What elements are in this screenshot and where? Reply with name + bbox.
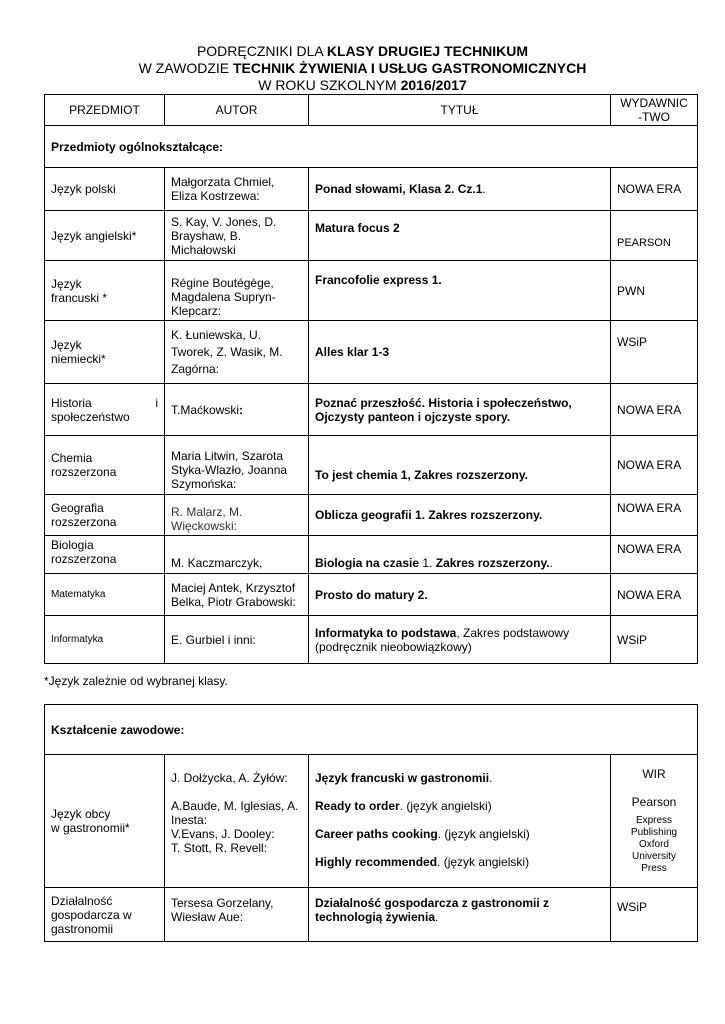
author-line: Maria Litwin, Szarota xyxy=(171,449,284,463)
author-line: R. Malarz, M. xyxy=(171,505,243,519)
title-bold2: Zakres rozszerzony. xyxy=(435,556,550,570)
subject-line: Działalność xyxy=(51,893,113,908)
title-line: Działalność gospodarcza z gastronomii z xyxy=(315,896,550,910)
author-line: Michałowski xyxy=(171,242,236,257)
author-cell: E. Gurbiel i inni: xyxy=(165,616,309,664)
author-line: Szymońska: xyxy=(171,477,237,491)
author-line: Maciej Antek, Krzysztof xyxy=(171,580,296,595)
author-line: Belka, Piotr Grabowski: xyxy=(171,594,296,609)
author-cell xyxy=(165,321,309,384)
title-cell xyxy=(309,168,611,211)
publisher-line: Publishing xyxy=(630,827,678,838)
title-cell xyxy=(309,211,611,261)
title-bold: Prosto do matury 2. xyxy=(315,587,428,602)
author-line: Wiesław Aue: xyxy=(171,910,244,924)
title-tail: . xyxy=(549,556,553,570)
table-row xyxy=(45,536,698,574)
publisher-cell: NOWA ERA xyxy=(611,495,698,536)
table-row xyxy=(45,616,698,664)
col-publisher-line1: WYDAWNIC xyxy=(620,96,688,110)
publisher-cell: NOWA ERA xyxy=(611,384,698,436)
table-row xyxy=(45,261,698,321)
subject-cell xyxy=(45,536,165,574)
author-line: Zagórna: xyxy=(171,361,220,376)
title-line: Poznać przeszłość. Historia i społeczeństwo, xyxy=(315,395,572,410)
publisher-line: Express xyxy=(635,815,673,826)
title-rest: , Klasa 2. Cz.1 xyxy=(402,182,483,196)
col-publisher xyxy=(611,95,698,126)
subject-line: gastronomii xyxy=(51,921,114,936)
subject-cell: Język angielski* xyxy=(45,211,165,261)
publisher-line: Oxford xyxy=(638,839,669,850)
title-bold: Ponad słowami xyxy=(315,182,403,196)
title-rest: . xyxy=(489,771,493,785)
title-cell xyxy=(309,755,611,888)
title-cell xyxy=(309,261,611,321)
author-line: Styka-Wlazło, Joanna xyxy=(171,463,288,477)
author-cell xyxy=(165,888,309,942)
author-line: K. Łuniewska, U. xyxy=(171,327,262,342)
author-line: S. Kay, V. Jones, D. xyxy=(171,214,277,229)
table-row xyxy=(45,495,698,536)
author-line: Régine Boutégège, xyxy=(171,276,274,290)
publisher-cell: PWN xyxy=(611,261,698,321)
subject-cell xyxy=(45,755,165,888)
title-cell xyxy=(309,436,611,495)
title-cell xyxy=(309,536,611,574)
title-cell xyxy=(309,616,611,664)
title-prefix: W ROKU SZKOLNYM xyxy=(258,77,401,93)
subject-line: francuski * xyxy=(51,290,108,305)
title-rest: , Zakres podstawowy xyxy=(456,625,570,640)
publisher-cell: NOWA ERA xyxy=(611,436,698,495)
col-author: AUTOR xyxy=(165,95,309,126)
table-row xyxy=(45,436,698,495)
doc-title-line2 xyxy=(0,60,725,76)
subject-cell xyxy=(45,261,165,321)
author-cell xyxy=(165,211,309,261)
title-bold: Oblicza geografii 1. Zakres rozszerzony. xyxy=(315,508,543,522)
col-title: TYTUŁ xyxy=(309,95,611,126)
subject-line: rozszerzona xyxy=(51,465,117,479)
subject-line: Język xyxy=(51,276,82,291)
author-line: Klepcarz: xyxy=(171,304,222,318)
author-tail: : xyxy=(239,402,244,417)
publisher-line: Press xyxy=(641,863,667,874)
publisher-line: University xyxy=(632,851,676,862)
table-row xyxy=(45,384,698,436)
title-cell xyxy=(309,384,611,436)
table-row xyxy=(45,211,698,261)
author-line: Tworek, Z. Wasik, M. xyxy=(171,344,283,359)
title-bold: To jest chemia 1, Zakres rozszerzony. xyxy=(315,468,528,482)
title-bold: Język francuski w gastronomii xyxy=(315,771,490,785)
publisher-cell: PEARSON xyxy=(611,211,698,261)
author-line: V.Evans, J. Dooley: xyxy=(171,827,275,841)
title-line: Ojczysty panteon i ojczyste spory. xyxy=(315,409,511,424)
subject-cell xyxy=(45,321,165,384)
author-cell xyxy=(165,261,309,321)
title-prefix: W ZAWODZIE xyxy=(138,60,233,76)
table-row xyxy=(45,321,698,384)
subject-line: rozszerzona xyxy=(51,515,117,529)
author-line: Tersesa Gorzelany, xyxy=(171,896,274,910)
author-cell xyxy=(165,168,309,211)
subject-cell xyxy=(45,495,165,536)
author-cell xyxy=(165,574,309,616)
title-tail: . xyxy=(482,182,486,196)
title-bold: Alles klar 1-3 xyxy=(315,345,390,359)
author-text: T.Maćkowski xyxy=(171,402,240,417)
title-bold: Ready to order xyxy=(315,799,400,813)
author-line: Eliza Kostrzewa: xyxy=(171,189,260,203)
subject-line: niemiecki* xyxy=(51,352,106,366)
author-line: T. Stott, R. Revell: xyxy=(171,841,268,855)
subject-cell: Język polski xyxy=(45,168,165,211)
subject-line: w gastronomii* xyxy=(51,821,130,835)
title-cell xyxy=(309,321,611,384)
author-cell: M. Kaczmarczyk, xyxy=(165,536,309,574)
title-cell xyxy=(309,574,611,616)
doc-title-line1 xyxy=(0,43,725,59)
author-cell xyxy=(165,495,309,536)
section-label: Przedmioty ogólnokształcące: xyxy=(45,126,698,168)
title-bold: 2016/2017 xyxy=(400,77,467,93)
subject-line: gospodarcza w xyxy=(51,907,132,922)
subject-line: Geografia xyxy=(51,501,104,515)
publisher-cell xyxy=(611,755,698,888)
author-cell xyxy=(165,755,309,888)
textbook-table xyxy=(44,94,698,664)
subject-line: i xyxy=(155,395,158,410)
section-label: Kształcenie zawodowe: xyxy=(45,705,698,755)
author-line: Małgorzata Chmiel, xyxy=(171,175,275,189)
subject-cell xyxy=(45,888,165,942)
title-bold: KLASY DRUGIEJ TECHNIKUM xyxy=(326,43,529,59)
col-publisher-line2: -TWO xyxy=(638,110,670,124)
subject-line: Biologia xyxy=(51,538,94,552)
header-row xyxy=(45,95,698,126)
doc-title-line3 xyxy=(0,77,725,93)
title-bold: Biologia na czasie xyxy=(315,556,420,570)
section-row xyxy=(45,705,698,755)
title-rest: 1. xyxy=(419,556,436,570)
publisher-line: WIR xyxy=(642,767,666,781)
publisher-cell: NOWA ERA xyxy=(611,536,698,574)
title-bold: Highly recommended xyxy=(315,855,438,869)
title-bold: Informatyka to podstawa xyxy=(315,625,457,640)
subject-cell: Matematyka xyxy=(45,574,165,616)
author-line: Magdalena Supryn- xyxy=(171,290,276,304)
title-bold: Matura focus 2 xyxy=(315,221,400,235)
table-row xyxy=(45,755,698,888)
publisher-cell: WSiP xyxy=(611,616,698,664)
subject-line: Historia xyxy=(51,395,92,410)
author-cell xyxy=(165,436,309,495)
author-line: J. Dołżycka, A. Żyłów: xyxy=(171,771,288,785)
section-row xyxy=(45,126,698,168)
publisher-cell: NOWA ERA xyxy=(611,574,698,616)
table-row xyxy=(45,168,698,211)
author-line: Więckowski: xyxy=(171,519,238,533)
title-prefix: PODRĘCZNIKI DLA xyxy=(196,43,327,59)
subject-line: społeczeństwo xyxy=(51,409,130,424)
table-row xyxy=(45,888,698,942)
title-line2: (podręcznik nieobowiązkowy) xyxy=(315,639,472,654)
subject-line: Chemia xyxy=(51,451,93,465)
title-line: technologią żywienia xyxy=(315,910,436,924)
title-cell xyxy=(309,495,611,536)
col-subject: PRZEDMIOT xyxy=(45,95,165,126)
subject-cell xyxy=(45,384,165,436)
subject-line: Język obcy xyxy=(51,807,111,821)
author-cell xyxy=(165,384,309,436)
publisher-cell: WSiP xyxy=(611,321,698,384)
vocational-table xyxy=(44,704,698,942)
publisher-cell: WSiP xyxy=(611,888,698,942)
title-rest: . (język angielski) xyxy=(437,855,530,869)
subject-cell: Informatyka xyxy=(45,616,165,664)
subject-cell xyxy=(45,436,165,495)
title-bold: Francofolie express 1. xyxy=(315,273,442,287)
footnote: *Język zależnie od wybranej klasy. xyxy=(44,674,228,688)
title-bold: Career paths cooking xyxy=(315,827,438,841)
title-tail: . xyxy=(435,910,439,924)
title-bold: TECHNIK ŻYWIENIA I USŁUG GASTRONOMICZNYCH xyxy=(232,60,587,76)
author-line: A.Baude, M. Iglesias, A. xyxy=(171,799,299,813)
title-rest: . (język angielski) xyxy=(437,827,530,841)
table-row xyxy=(45,574,698,616)
title-cell xyxy=(309,888,611,942)
title-rest: . (język angielski) xyxy=(399,799,492,813)
publisher-cell: NOWA ERA xyxy=(611,168,698,211)
author-line: Brayshaw, B. xyxy=(171,228,242,243)
subject-line: Język xyxy=(51,338,82,352)
author-line: Inesta: xyxy=(171,813,208,827)
subject-line: rozszerzona xyxy=(51,552,117,566)
publisher-line: Pearson xyxy=(631,795,677,809)
